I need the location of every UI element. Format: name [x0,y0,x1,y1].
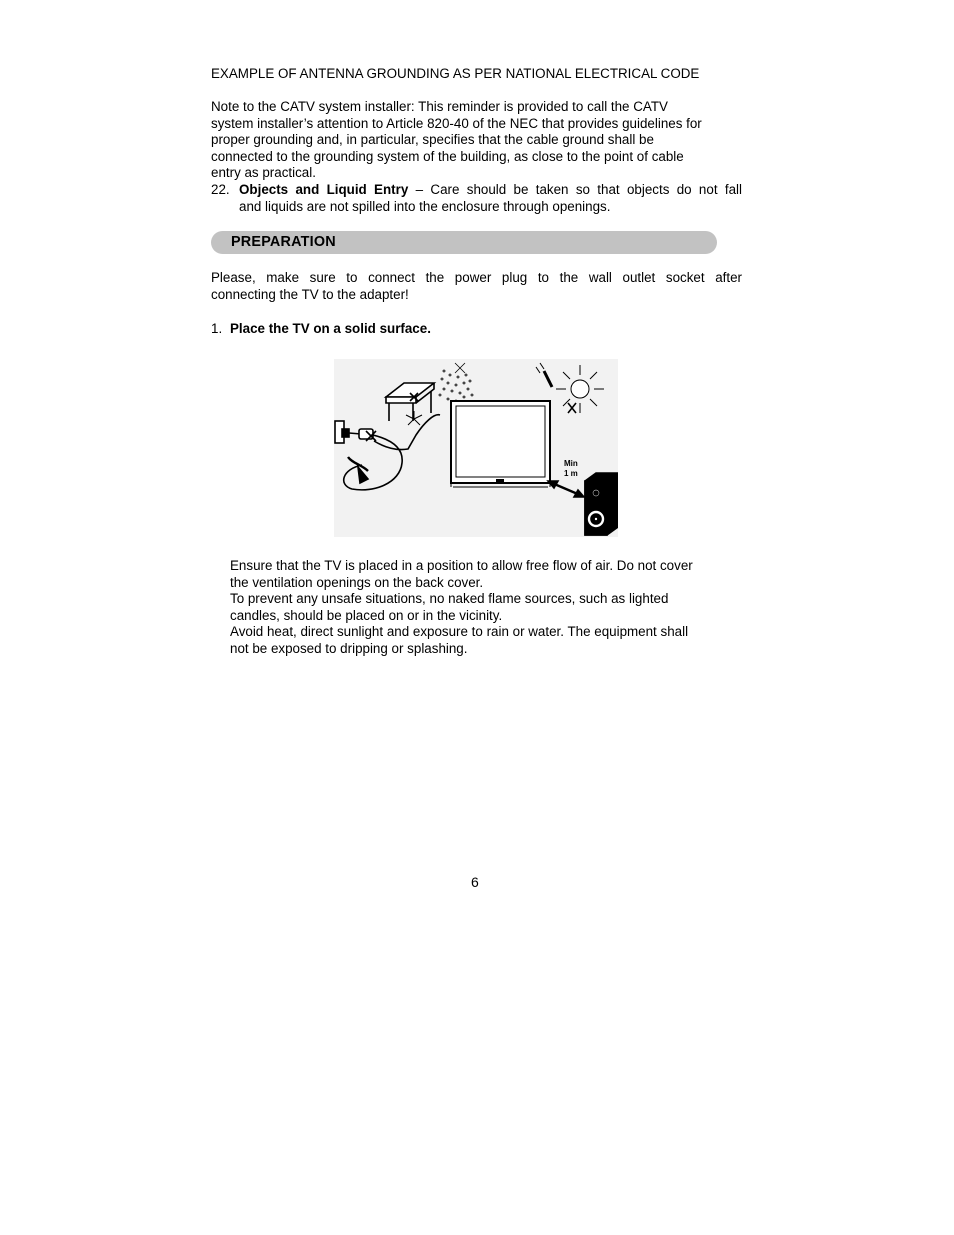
sun-icon [556,365,604,413]
section-title: PREPARATION [231,234,336,250]
note-line: entry as practical. [211,165,316,181]
cross-mark-icon [568,403,576,413]
speaker-icon [585,473,618,535]
wall-outlet-icon [335,421,361,443]
description-line: candles, should be placed on or in the vicinity. [230,607,503,623]
description-line: Avoid heat, direct sunlight and exposure to rain or water. The equipment shall [230,624,689,640]
note-line: proper grounding and, in particular, specifies that the cable ground shall be [211,132,654,148]
catv-note [211,99,741,182]
description-line: To prevent any unsafe situations, no naked flame sources, such as lighted [230,591,669,607]
item-number: 22. [211,182,230,197]
step-number: 1. [211,321,223,336]
spark-icon [406,411,422,425]
note-line: system installer’s attention to Article 820-40 of the NEC that provides guidelines for [211,115,702,131]
description-line: Ensure that the TV is placed in a position to allow free flow of air. Do not cover [230,558,693,573]
page-number: 6 [471,874,479,890]
preparation-paragraph [211,270,742,303]
item-text: – Care should be taken so that objects do not fall [408,182,742,197]
placement-diagram [334,359,618,537]
note-line: Note to the CATV system installer: This reminder is provided to call the CATV [211,99,668,114]
list-item-22 [211,182,742,215]
distance-label: 1 m [564,469,578,478]
tv-icon [451,401,550,487]
rain-icon [439,363,473,402]
item-title: Objects and Liquid Entry [239,182,409,197]
distance-arrow-icon [548,481,584,497]
note-line: connected to the grounding system of the building, as close to the point of cable [211,148,684,164]
table-icon [386,383,434,421]
paragraph-line: connecting the TV to the adapter! [211,286,409,302]
step-label: Place the TV on a solid surface. [230,321,431,336]
page-heading: EXAMPLE OF ANTENNA GROUNDING AS PER NATIONAL ELECTRICAL CODE [211,66,700,81]
step-1 [211,321,431,338]
description-line: the ventilation openings on the back cover. [230,574,484,590]
paragraph-line: Please, make sure to connect the power plug to the wall outlet socket after [211,270,742,285]
item-text: and liquids are not spilled into the enclosure through openings. [239,198,611,214]
description-line: not be exposed to dripping or splashing. [230,640,468,656]
min-label: Min [564,459,578,468]
placement-illustration [334,359,618,537]
flame-icon [536,363,552,387]
power-cord-icon [344,415,440,490]
placement-description [230,558,735,658]
